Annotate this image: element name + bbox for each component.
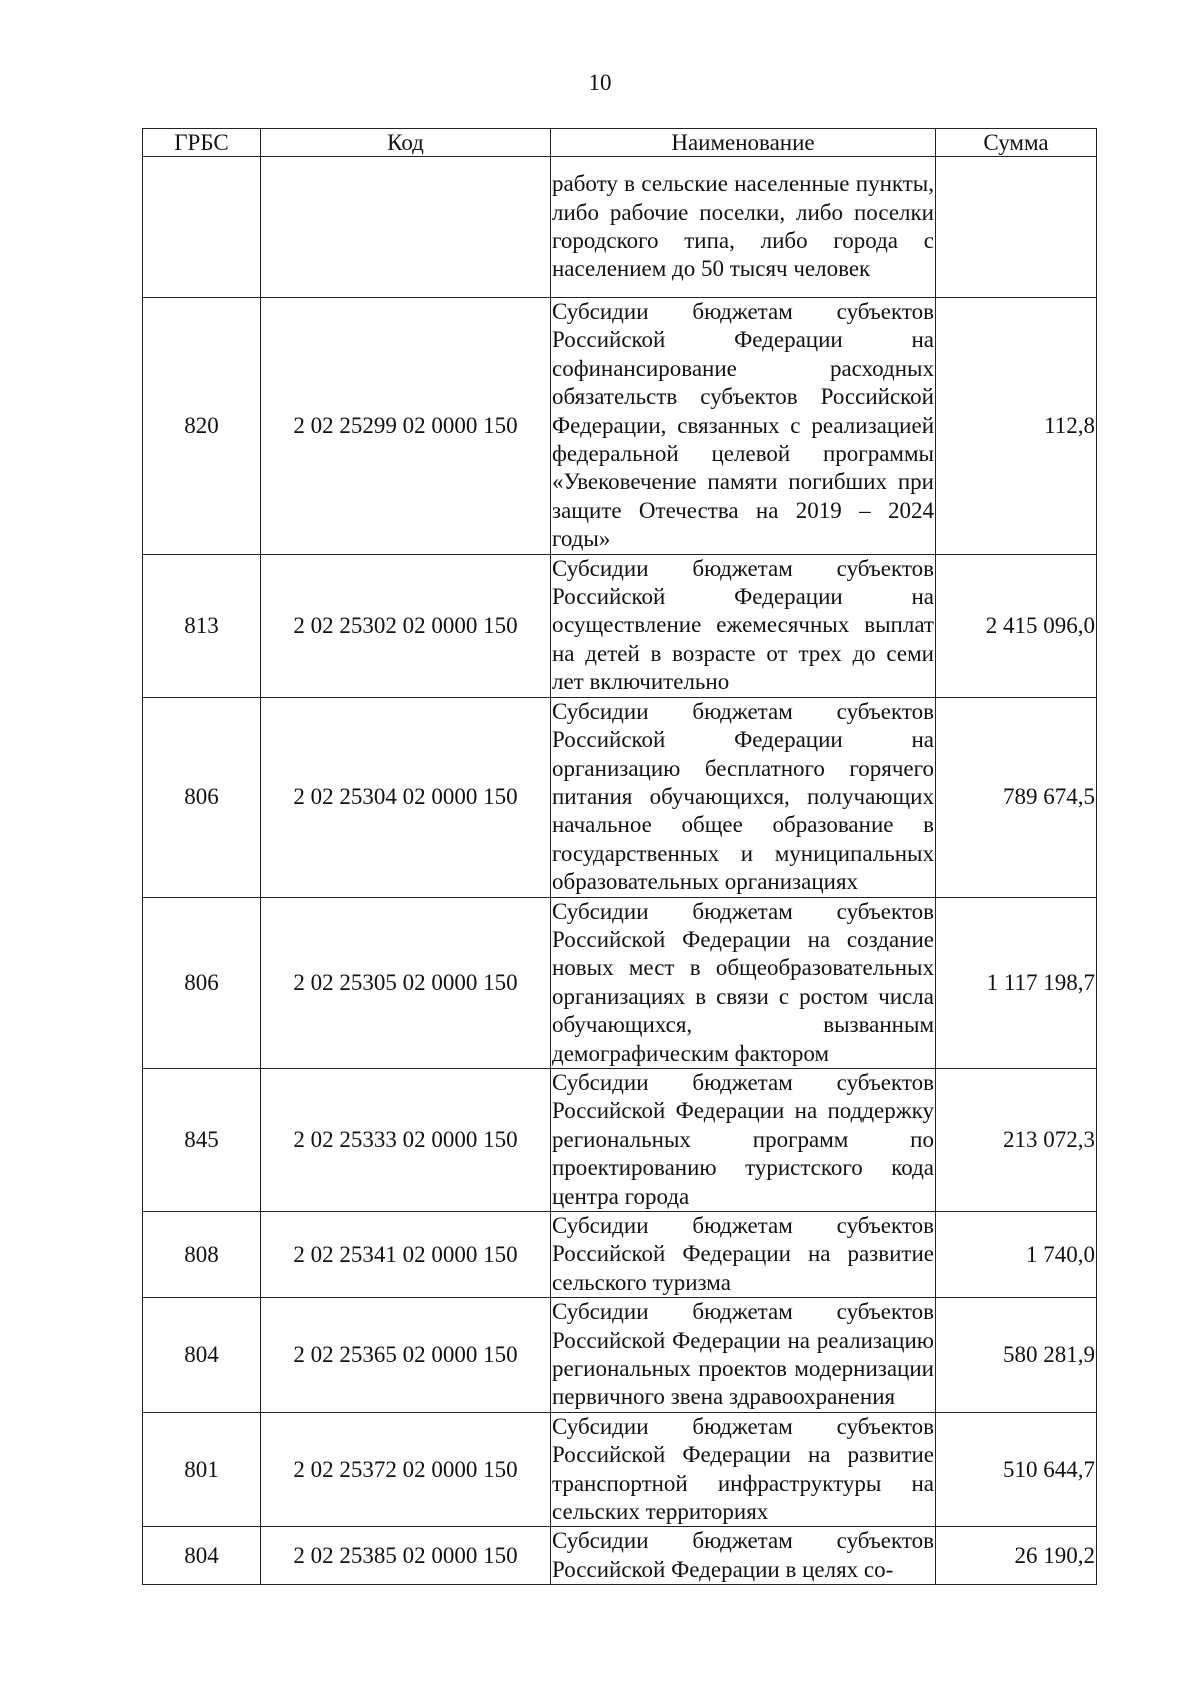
cell-sum: 510 644,7 [936, 1412, 1097, 1527]
cell-sum: 789 674,5 [936, 697, 1097, 897]
cell-code: 2 02 25333 02 0000 150 [261, 1068, 551, 1211]
table-row-continuation [143, 157, 1097, 298]
cell-name: Субсидии бюджетам субъектов Российской Федерации на поддержку региональных программ по проектированию туристского кода центра города [551, 1068, 936, 1211]
cell-grbs: 806 [143, 697, 261, 897]
cell-code: 2 02 25304 02 0000 150 [261, 697, 551, 897]
cell-sum: 580 281,9 [936, 1298, 1097, 1413]
header-code: Код [261, 129, 551, 157]
cell-grbs: 813 [143, 554, 261, 697]
cell-sum: 2 415 096,0 [936, 554, 1097, 697]
cell-sum: 1 740,0 [936, 1212, 1097, 1298]
table-row [143, 1298, 1097, 1413]
cell-code: 2 02 25299 02 0000 150 [261, 298, 551, 555]
cell-code: 2 02 25385 02 0000 150 [261, 1527, 551, 1585]
cell-name: Субсидии бюджетам субъектов Российской Федерации в целях со- [551, 1527, 936, 1585]
cell-sum: 112,8 [936, 298, 1097, 555]
cell-grbs: 801 [143, 1412, 261, 1527]
cell-code: 2 02 25305 02 0000 150 [261, 897, 551, 1068]
cell-code: 2 02 25372 02 0000 150 [261, 1412, 551, 1527]
table-row [143, 1212, 1097, 1298]
cell-name: Субсидии бюджетам субъектов Российской Федерации на организацию бесплатного горячего питания обучающихся, получающих начальное общее образование в государственных и муниципальных образовательных организациях [551, 697, 936, 897]
table-row [143, 1412, 1097, 1527]
cell-name: работу в сельские населенные пункты, либо рабочие поселки, либо поселки городского типа, либо города с населением до 50 тысяч человек [551, 157, 936, 298]
cell-name: Субсидии бюджетам субъектов Российской Федерации на создание новых мест в общеобразовательных организациях в связи с ростом числа обучающихся, вызванным демографическим фактором [551, 897, 936, 1068]
cell-sum: 1 117 198,7 [936, 897, 1097, 1068]
cell-sum: 213 072,3 [936, 1068, 1097, 1211]
cell-code: 2 02 25302 02 0000 150 [261, 554, 551, 697]
cell-name: Субсидии бюджетам субъектов Российской Федерации на софинансирование расходных обязательств субъектов Российской Федерации, связанных с реализацией федеральной целевой программы «Увековечение памяти погибших при защите Отечества на 2019 – 2024 годы» [551, 298, 936, 555]
cell-sum: 26 190,2 [936, 1527, 1097, 1585]
cell-grbs: 808 [143, 1212, 261, 1298]
table-row [143, 697, 1097, 897]
table-row [143, 554, 1097, 697]
page-number: 10 [588, 70, 612, 95]
table-row [143, 1068, 1097, 1211]
cell-grbs: 804 [143, 1298, 261, 1413]
cell-name: Субсидии бюджетам субъектов Российской Федерации на развитие транспортной инфраструктуры на сельских территориях [551, 1412, 936, 1527]
cell-grbs [143, 157, 261, 298]
cell-grbs: 806 [143, 897, 261, 1068]
header-grbs: ГРБС [143, 129, 261, 157]
table-body [143, 157, 1097, 1585]
header-name: Наименование [551, 129, 936, 157]
table-row [143, 298, 1097, 555]
cell-name: Субсидии бюджетам субъектов Российской Федерации на реализацию региональных проектов модернизации первичного звена здравоохранения [551, 1298, 936, 1413]
table-row [143, 897, 1097, 1068]
cell-name: Субсидии бюджетам субъектов Российской Федерации на осуществление ежемесячных выплат на детей в возрасте от трех до семи лет включительно [551, 554, 936, 697]
cell-grbs: 804 [143, 1527, 261, 1585]
cell-code [261, 157, 551, 298]
table-row [143, 1527, 1097, 1585]
cell-grbs: 845 [143, 1068, 261, 1211]
cell-code: 2 02 25365 02 0000 150 [261, 1298, 551, 1413]
cell-grbs: 820 [143, 298, 261, 555]
cell-sum [936, 157, 1097, 298]
budget-table [142, 128, 1097, 1585]
header-sum: Сумма [936, 129, 1097, 157]
cell-code: 2 02 25341 02 0000 150 [261, 1212, 551, 1298]
cell-name: Субсидии бюджетам субъектов Российской Федерации на развитие сельского туризма [551, 1212, 936, 1298]
table-header-row [143, 129, 1097, 157]
